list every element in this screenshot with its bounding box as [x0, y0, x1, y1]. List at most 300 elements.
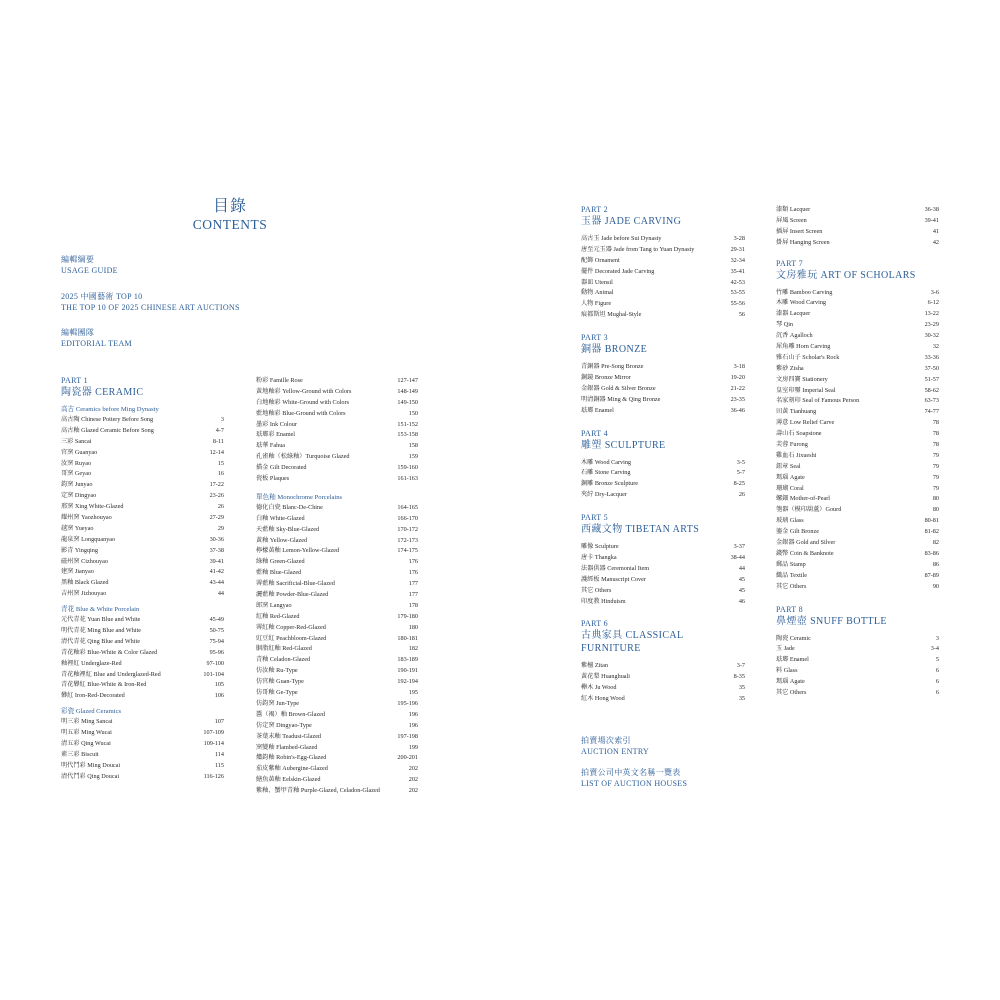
auction-entry-link[interactable]	[581, 735, 745, 757]
toc-entry[interactable]	[776, 582, 939, 593]
toc-entry[interactable]	[776, 331, 939, 342]
auction-houses-cn: 拍賣公司中英文名稱一覽表	[581, 768, 681, 778]
toc-entry[interactable]	[776, 538, 939, 549]
toc-list	[61, 415, 224, 600]
toc-entry[interactable]	[776, 288, 939, 299]
entry-page-number: 5-7	[736, 469, 745, 477]
toc-entry[interactable]	[61, 557, 224, 568]
auction-entry-cn: 拍賣場次索引	[581, 736, 631, 746]
entry-title: 郵品 Stamp	[776, 560, 806, 568]
editorial-team-link[interactable]	[61, 327, 132, 349]
toc-entry[interactable]	[256, 579, 418, 590]
entry-title: 青花釉裡紅 Blue and Underglazed-Red	[61, 670, 161, 678]
part-label: PART 2	[581, 205, 608, 214]
entry-page-number: 151-152	[397, 420, 418, 428]
entry-title: 銅雕 Bronze Sculpture	[581, 480, 639, 488]
entry-page-number: 199	[408, 743, 418, 751]
toc-entry[interactable]	[581, 468, 745, 479]
entry-page-number: 12-14	[209, 448, 224, 456]
part1-title[interactable]: 陶瓷器 CERAMIC	[61, 387, 144, 398]
entry-page-number: 16	[217, 470, 224, 478]
toc-entry[interactable]	[61, 739, 224, 750]
toc-entry[interactable]	[61, 459, 224, 470]
toc-entry[interactable]	[776, 320, 939, 331]
entry-page-number: 39-41	[924, 216, 939, 224]
toc-entry[interactable]	[256, 525, 418, 536]
toc-entry[interactable]	[776, 484, 939, 495]
entry-page-number: 174-175	[397, 547, 418, 555]
toc-entry[interactable]	[61, 578, 224, 589]
toc-entry[interactable]	[776, 386, 939, 397]
group-heading[interactable]: 青花 Blue & White Porcelain	[61, 606, 140, 614]
entry-page-number: 83-86	[924, 549, 939, 557]
entry-page-number: 81-82	[924, 528, 939, 536]
toc-entry[interactable]	[581, 490, 745, 501]
toc-entry[interactable]	[776, 494, 939, 505]
part1-label: PART 1	[61, 376, 88, 385]
column-3	[581, 205, 745, 789]
toc-entry[interactable]	[61, 750, 224, 761]
entry-page-number: 161-163	[397, 475, 418, 483]
entry-page-number: 79	[932, 484, 939, 492]
toc-entry[interactable]	[776, 527, 939, 538]
entry-page-number: 183-189	[397, 656, 418, 664]
part-section	[581, 205, 745, 321]
toc-entry[interactable]	[256, 677, 418, 688]
entry-title: 印度教 Hinduism	[581, 597, 626, 605]
entry-page-number: 39-41	[209, 557, 224, 565]
toc-entry[interactable]	[256, 409, 418, 420]
entry-title: 白地釉彩 White-Ground with Colors	[256, 398, 349, 406]
toc-entry[interactable]	[776, 560, 939, 571]
entry-page-number: 26	[217, 503, 224, 511]
entry-title: 雞血石 Jixueshi	[776, 451, 817, 459]
toc-entry[interactable]	[581, 288, 745, 299]
toc-entry[interactable]	[61, 772, 224, 783]
toc-entry[interactable]	[61, 524, 224, 535]
entry-page-number: 170-172	[397, 525, 418, 533]
entry-page-number: 90	[932, 582, 939, 590]
toc-list	[581, 362, 745, 416]
toc-entry[interactable]	[581, 234, 745, 245]
toc-entry[interactable]	[61, 691, 224, 702]
usage-guide[interactable]	[61, 254, 118, 276]
entry-page-number: 35	[738, 695, 745, 703]
toc-entry[interactable]	[776, 677, 939, 688]
entry-title: 豇豆紅 Peachbloom-Glazed	[256, 634, 327, 642]
entry-title: 霽紅釉 Copper-Red-Glazed	[256, 623, 326, 631]
toc-entry[interactable]	[776, 451, 939, 462]
toc-entry[interactable]	[776, 418, 939, 429]
part-title[interactable]: 銅器 BRONZE	[581, 344, 648, 356]
toc-entry[interactable]	[581, 661, 745, 672]
entry-page-number: 79	[932, 451, 939, 459]
group-heading[interactable]: 高古 Ceramics before Ming Dynasty	[61, 406, 159, 413]
entry-title: 織品 Textile	[776, 571, 808, 579]
entry-title: 灑藍釉 Powder-Blue-Glazed	[256, 591, 329, 599]
entry-page-number: 30-32	[924, 332, 939, 340]
entry-title: 青花礬紅 Blue-White & Iron-Red	[61, 681, 147, 689]
toc-list	[256, 503, 418, 797]
entry-title: 壽山石 Soapstone	[776, 430, 822, 438]
toc-entry[interactable]	[776, 516, 939, 527]
toc-entry[interactable]	[256, 666, 418, 677]
toc-entry[interactable]	[776, 644, 939, 655]
toc-list	[776, 634, 939, 699]
entry-title: 紫檀 Zitan	[581, 662, 608, 670]
toc-entry[interactable]	[256, 420, 418, 431]
entry-page-number: 148-149	[397, 387, 418, 395]
toc-entry[interactable]	[776, 227, 939, 238]
toc-entry[interactable]	[256, 786, 418, 797]
entry-page-number: 200-201	[397, 754, 418, 762]
entry-page-number: 107-109	[203, 729, 224, 737]
toc-entry[interactable]	[61, 480, 224, 491]
toc-list	[581, 234, 745, 321]
entry-page-number: 190-191	[397, 667, 418, 675]
entry-page-number: 50-75	[209, 627, 224, 635]
toc-entry[interactable]	[61, 426, 224, 437]
toc-entry[interactable]	[256, 699, 418, 710]
toc-entry[interactable]	[256, 753, 418, 764]
toc-entry[interactable]	[61, 546, 224, 557]
entry-page-number: 15	[217, 459, 224, 467]
entry-page-number: 46	[738, 597, 745, 605]
entry-page-number: 196	[408, 721, 418, 729]
toc-entry[interactable]	[256, 644, 418, 655]
entry-page-number: 195-196	[397, 699, 418, 707]
entry-title: 仿哥釉 Ge-Type	[256, 689, 298, 697]
toc-entry[interactable]	[776, 396, 939, 407]
toc-entry[interactable]	[256, 601, 418, 612]
entry-page-number: 197-198	[397, 732, 418, 740]
entry-title: 鎏金 Gilt Bronze	[776, 528, 819, 536]
toc-entry[interactable]	[256, 441, 418, 452]
toc-entry[interactable]	[776, 571, 939, 582]
toc-entry[interactable]	[776, 342, 939, 353]
entry-page-number: 41-42	[209, 568, 224, 576]
toc-entry[interactable]	[776, 505, 939, 516]
toc-list	[581, 542, 745, 607]
toc-entry[interactable]	[581, 479, 745, 490]
toc-entry[interactable]	[61, 469, 224, 480]
toc-entry[interactable]	[776, 462, 939, 473]
toc-entry[interactable]	[256, 463, 418, 474]
entry-title: 茄皮紫釉 Aubergine-Glazed	[256, 765, 328, 773]
entry-title: 天藍釉 Sky-Blue-Glazed	[256, 525, 320, 533]
entry-title: 木雕 Wood Carving	[776, 299, 827, 307]
toc-entry[interactable]	[256, 655, 418, 666]
entry-page-number: 21-22	[730, 384, 745, 392]
toc-entry[interactable]	[61, 491, 224, 502]
toc-entry[interactable]	[776, 440, 939, 451]
entry-title: 薄意 Low Relief Carve	[776, 419, 835, 427]
part-title[interactable]: 文房雅玩 ART OF SCHOLARS	[776, 269, 916, 281]
toc-entry[interactable]	[776, 309, 939, 320]
part-section	[581, 513, 745, 607]
toc-entry[interactable]	[256, 503, 418, 514]
entry-title: 元代青花 Yuan Blue and White	[61, 616, 141, 624]
part-title[interactable]: 鼻煙壺 SNUFF BOTTLE	[776, 615, 887, 627]
entry-page-number: 29-31	[730, 245, 745, 253]
entry-title: 金銀器 Gold & Silver Bronze	[581, 384, 656, 392]
toc-entry[interactable]	[581, 362, 745, 373]
toc-entry[interactable]	[256, 568, 418, 579]
toc-entry[interactable]	[61, 448, 224, 459]
entry-page-number: 45-49	[209, 616, 224, 624]
entry-title: 磁州窯 Cizhouyao	[61, 557, 108, 565]
entry-page-number: 6	[935, 678, 939, 686]
entry-page-number: 3	[220, 416, 224, 423]
toc-entry[interactable]	[581, 373, 745, 384]
toc-entry[interactable]	[256, 590, 418, 601]
toc-entry[interactable]	[61, 648, 224, 659]
toc-entry[interactable]	[776, 549, 939, 560]
toc-entry[interactable]	[256, 514, 418, 525]
entry-title: 明五彩 Ming Wucai	[61, 729, 112, 737]
toc-entry[interactable]	[581, 299, 745, 310]
entry-page-number: 166-170	[397, 514, 418, 522]
toc-entry[interactable]	[61, 637, 224, 648]
toc-entry[interactable]	[256, 430, 418, 441]
entry-page-number: 87-89	[924, 571, 939, 579]
toc-entry[interactable]	[61, 626, 224, 637]
toc-entry[interactable]	[256, 688, 418, 699]
entry-page-number: 82	[932, 539, 939, 547]
entry-page-number: 36-46	[730, 406, 745, 414]
toc-entry[interactable]	[61, 670, 224, 681]
entry-title: 唐卡 Thangka	[581, 554, 617, 562]
editorial-team-cn: 編輯團隊	[61, 328, 95, 337]
toc-entry[interactable]	[581, 564, 745, 575]
toc-entry[interactable]	[61, 567, 224, 578]
entry-title: 鱔魚黃釉 Eelskin-Glazed	[256, 776, 321, 784]
entry-page-number: 177	[408, 591, 418, 599]
toc-entry[interactable]	[581, 267, 745, 278]
entry-title: 墨彩 Ink Colour	[256, 420, 297, 428]
toc-entry[interactable]	[61, 502, 224, 513]
part-section	[776, 259, 939, 593]
toc-entry[interactable]	[581, 256, 745, 267]
entry-page-number: 158	[408, 442, 418, 450]
toc-list	[256, 376, 418, 485]
toc-entry[interactable]	[776, 364, 939, 375]
entry-page-number: 27-29	[209, 514, 224, 522]
toc-entry[interactable]	[776, 407, 939, 418]
toc-entry[interactable]	[256, 546, 418, 557]
toc-list	[581, 458, 745, 502]
entry-page-number: 114	[214, 750, 224, 758]
toc-entry[interactable]	[256, 536, 418, 547]
toc-entry[interactable]	[256, 764, 418, 775]
toc-entry[interactable]	[61, 615, 224, 626]
entry-page-number: 63-73	[924, 397, 939, 405]
toc-entry[interactable]	[256, 612, 418, 623]
entry-page-number: 8-11	[212, 437, 224, 445]
toc-entry[interactable]	[61, 513, 224, 524]
part1-section	[61, 376, 224, 783]
toc-entry[interactable]	[776, 298, 939, 309]
entry-page-number: 78	[932, 441, 939, 449]
toc-entry[interactable]	[256, 732, 418, 743]
entry-title: 動物 Animal	[581, 289, 614, 297]
toc-entry[interactable]	[61, 415, 224, 426]
entry-title: 釉裡紅 Underglaze-Red	[61, 659, 122, 667]
toc-entry[interactable]	[61, 535, 224, 546]
entry-page-number: 35-41	[730, 267, 745, 275]
top10-link[interactable]	[61, 291, 240, 313]
entry-title: 爐鈞釉 Robin's-Egg-Glazed	[256, 754, 327, 762]
toc-entry[interactable]	[61, 589, 224, 600]
entry-title: 青花釉彩 Blue-White & Color Glazed	[61, 648, 158, 656]
entry-page-number: 23-29	[924, 321, 939, 329]
toc-entry[interactable]	[581, 597, 745, 608]
entry-page-number: 116-126	[203, 772, 224, 780]
entry-page-number: 42	[932, 238, 939, 246]
toc-entry[interactable]	[581, 672, 745, 683]
toc-entry[interactable]	[776, 429, 939, 440]
toc-entry[interactable]	[256, 623, 418, 634]
toc-entry[interactable]	[61, 680, 224, 691]
toc-entry[interactable]	[776, 216, 939, 227]
entry-title: 琴 Qin	[776, 321, 794, 329]
entry-page-number: 44	[738, 564, 745, 572]
entry-title: 邢窯 Xing White-Glazed	[61, 503, 124, 511]
auction-houses-link[interactable]	[581, 767, 745, 789]
part-title[interactable]: 玉器 JADE CARVING	[581, 216, 682, 227]
toc-entry[interactable]	[776, 473, 939, 484]
entry-page-number: 3-6	[930, 288, 939, 296]
toc-entry[interactable]	[581, 683, 745, 694]
entry-page-number: 41	[932, 227, 939, 235]
entry-title: 瑪瑙 Agate	[776, 678, 805, 686]
toc-entry[interactable]	[776, 655, 939, 666]
toc-entry[interactable]	[776, 634, 939, 645]
entry-title: 玉 Jade	[776, 645, 795, 653]
toc-entry[interactable]	[61, 437, 224, 448]
entry-title: 插屏 Insert Screen	[776, 227, 823, 235]
entry-title: 金銀器 Gold and Silver	[776, 539, 836, 547]
toc-entry[interactable]	[581, 694, 745, 705]
entry-title: 鈞窯 Junyao	[61, 481, 93, 489]
entry-title: 名家刻印 Seal of Famous Person	[776, 397, 860, 405]
entry-page-number: 195	[408, 689, 418, 697]
entry-page-number: 3	[935, 634, 939, 642]
group-heading[interactable]: 彩瓷 Glazed Ceramics	[61, 708, 122, 716]
entry-page-number: 196	[408, 710, 418, 718]
part-section	[581, 333, 745, 416]
entry-page-number: 80	[932, 506, 939, 514]
toc-entry[interactable]	[581, 245, 745, 256]
entry-title: 石雕 Stone Carving	[581, 469, 631, 477]
entry-title: 瓷板 Plaques	[256, 475, 290, 483]
entry-page-number: 45	[738, 586, 745, 594]
toc-entry[interactable]	[581, 586, 745, 597]
toc-entry[interactable]	[256, 452, 418, 463]
part-title[interactable]: 古典家具 CLASSICAL FURNITURE	[581, 630, 684, 655]
entry-title: 掛屏 Hanging Screen	[776, 238, 830, 246]
entry-title: 青釉 Celadon-Glazed	[256, 656, 311, 664]
entry-page-number: 3-37	[733, 543, 745, 551]
toc-entry[interactable]	[581, 542, 745, 553]
toc-entry[interactable]	[256, 721, 418, 732]
entry-title: 明代鬥彩 Ming Doucai	[61, 761, 121, 769]
part-label: PART 4	[581, 428, 608, 438]
toc-entry[interactable]	[776, 238, 939, 249]
entry-page-number: 95-96	[209, 648, 224, 656]
entry-title: 木雕 Wood Carving	[581, 458, 632, 466]
toc-entry[interactable]	[61, 659, 224, 670]
toc-list	[581, 661, 745, 705]
entry-page-number: 23-35	[730, 395, 745, 403]
toc-entry[interactable]	[256, 376, 418, 387]
entry-page-number: 86	[932, 560, 939, 568]
toc-entry[interactable]	[256, 743, 418, 754]
entry-title: 白釉 White-Glazed	[256, 514, 305, 522]
entry-page-number: 6	[935, 688, 939, 696]
toc-entry[interactable]	[581, 395, 745, 406]
entry-title: 玻璃 Glass	[776, 517, 804, 525]
toc-entry[interactable]	[776, 666, 939, 677]
entry-title: 護經板 Manuscript Cover	[581, 575, 646, 583]
entry-page-number: 51-57	[924, 375, 939, 383]
toc-entry[interactable]	[256, 775, 418, 786]
toc-entry[interactable]	[776, 353, 939, 364]
toc-entry[interactable]	[581, 406, 745, 417]
toc-entry[interactable]	[256, 634, 418, 645]
part-title[interactable]: 西藏文物 TIBETAN ARTS	[581, 524, 700, 536]
toc-entry[interactable]	[776, 375, 939, 386]
group-heading[interactable]: 單色釉 Monochrome Porcelains	[256, 493, 343, 501]
entry-title: 配飾 Ornament	[581, 256, 620, 264]
entry-title: 檸檬黃釉 Lemon-Yellow-Glazed	[256, 547, 340, 555]
part-section	[581, 429, 745, 502]
toc-entry[interactable]	[581, 384, 745, 395]
toc-entry[interactable]	[776, 688, 939, 699]
entry-page-number: 8-25	[733, 480, 745, 488]
entry-title: 粉彩 Famille Rose	[256, 377, 303, 384]
entry-page-number: 36-38	[924, 206, 939, 213]
part-title[interactable]: 雕塑 SCULPTURE	[581, 439, 666, 451]
toc-entry[interactable]	[581, 553, 745, 564]
toc-entry[interactable]	[256, 398, 418, 409]
entry-page-number: 23-26	[209, 492, 224, 500]
entry-title: 竹雕 Bamboo Carving	[776, 288, 833, 296]
toc-entry[interactable]	[256, 710, 418, 721]
toc-entry[interactable]	[256, 387, 418, 398]
toc-entry[interactable]	[61, 761, 224, 772]
toc-list	[61, 717, 224, 782]
entry-page-number: 192-194	[397, 678, 418, 686]
toc-entry[interactable]	[581, 278, 745, 289]
toc-entry[interactable]	[581, 310, 745, 321]
entry-page-number: 159-160	[397, 464, 418, 472]
toc-entry[interactable]	[61, 728, 224, 739]
entry-title: 仿官釉 Guan-Type	[256, 678, 304, 686]
entry-title: 建窯 Jianyao	[61, 568, 94, 576]
toc-entry[interactable]	[581, 458, 745, 469]
toc-entry[interactable]	[256, 474, 418, 485]
toc-entry[interactable]	[61, 717, 224, 728]
toc-entry[interactable]	[776, 205, 939, 216]
entry-page-number: 172-173	[397, 536, 418, 544]
entry-title: 胭脂紅釉 Red-Glazed	[256, 645, 312, 653]
toc-entry[interactable]	[256, 557, 418, 568]
entry-page-number: 115	[214, 761, 224, 769]
entry-title: 田黃 Tianhuang	[776, 408, 817, 416]
toc-entry[interactable]	[581, 575, 745, 586]
entry-page-number: 4-7	[215, 426, 224, 434]
